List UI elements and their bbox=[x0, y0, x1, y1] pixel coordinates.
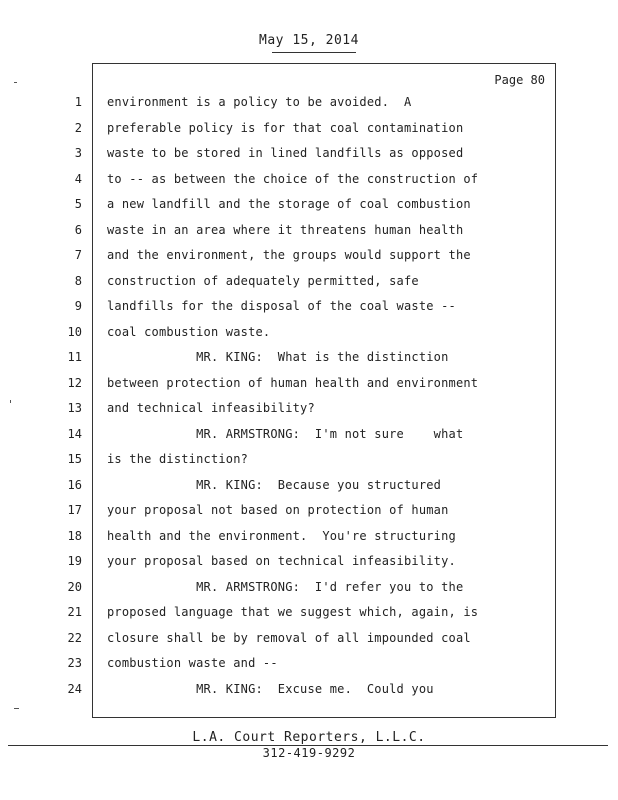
scan-speck bbox=[10, 400, 11, 403]
line-text: MR. ARMSTRONG: I'd refer you to the bbox=[107, 579, 464, 594]
line-text: your proposal not based on protection of human bbox=[107, 503, 449, 517]
header-date: May 15, 2014 bbox=[259, 33, 359, 48]
line-text: MR. KING: Because you structured bbox=[107, 477, 442, 492]
line-number: 11 bbox=[67, 350, 82, 364]
line-number: 1 bbox=[74, 95, 82, 109]
line-text: proposed language that we suggest which, again, is bbox=[107, 605, 479, 619]
line-number: 24 bbox=[67, 681, 82, 696]
line-text: between protection of human health and environment bbox=[107, 375, 479, 390]
line-text: construction of adequately permitted, safe bbox=[107, 273, 419, 288]
line-text: combustion waste and -- bbox=[107, 656, 278, 670]
scan-speck bbox=[14, 82, 17, 83]
line-number: 17 bbox=[67, 503, 82, 517]
line-number: 9 bbox=[74, 299, 82, 313]
line-text: and the environment, the groups would support the bbox=[107, 248, 471, 262]
line-number: 12 bbox=[67, 375, 82, 390]
line-number: 19 bbox=[67, 554, 82, 568]
line-number: 3 bbox=[74, 146, 82, 160]
scan-speck bbox=[14, 708, 19, 709]
line-number: 13 bbox=[67, 401, 82, 415]
line-number: 21 bbox=[67, 605, 82, 619]
transcript-box bbox=[92, 63, 556, 718]
line-number: 15 bbox=[67, 452, 82, 466]
line-text: and technical infeasibility? bbox=[107, 401, 315, 415]
line-text: closure shall be by removal of all impounded coal bbox=[107, 630, 471, 645]
line-text: a new landfill and the storage of coal combustion bbox=[107, 197, 471, 211]
line-text: to -- as between the choice of the construction of bbox=[107, 171, 479, 186]
line-number: 5 bbox=[74, 197, 82, 211]
line-number: 8 bbox=[74, 273, 82, 288]
line-text: landfills for the disposal of the coal waste -- bbox=[107, 299, 456, 313]
line-text: waste to be stored in lined landfills as opposed bbox=[107, 146, 464, 160]
line-number: 10 bbox=[67, 324, 82, 339]
line-text: health and the environment. You're structuring bbox=[107, 528, 456, 543]
line-text: MR. KING: What is the distinction bbox=[107, 350, 449, 364]
page-number-label: Page 80 bbox=[494, 73, 545, 87]
line-number: 20 bbox=[67, 579, 82, 594]
line-number: 6 bbox=[74, 222, 82, 237]
line-number: 14 bbox=[67, 426, 82, 441]
line-text: coal combustion waste. bbox=[107, 324, 271, 339]
line-text: waste in an area where it threatens human health bbox=[107, 222, 464, 237]
line-number: 22 bbox=[67, 630, 82, 645]
line-number: 16 bbox=[67, 477, 82, 492]
footer-company: L.A. Court Reporters, L.L.C. bbox=[192, 730, 426, 745]
line-text: MR. KING: Excuse me. Could you bbox=[107, 681, 434, 696]
line-text: environment is a policy to be avoided. A bbox=[107, 95, 412, 109]
line-number: 4 bbox=[74, 171, 82, 186]
line-text: your proposal based on technical infeasibility. bbox=[107, 554, 456, 568]
line-text: MR. ARMSTRONG: I'm not sure what bbox=[107, 426, 464, 441]
line-number: 23 bbox=[67, 656, 82, 670]
header-rule bbox=[272, 52, 356, 53]
line-text: is the distinction? bbox=[107, 452, 249, 466]
line-number: 18 bbox=[67, 528, 82, 543]
line-text: preferable policy is for that coal contamination bbox=[107, 120, 464, 135]
line-number: 7 bbox=[74, 248, 82, 262]
line-number: 2 bbox=[74, 120, 82, 135]
footer-phone: 312-419-9292 bbox=[262, 746, 356, 760]
